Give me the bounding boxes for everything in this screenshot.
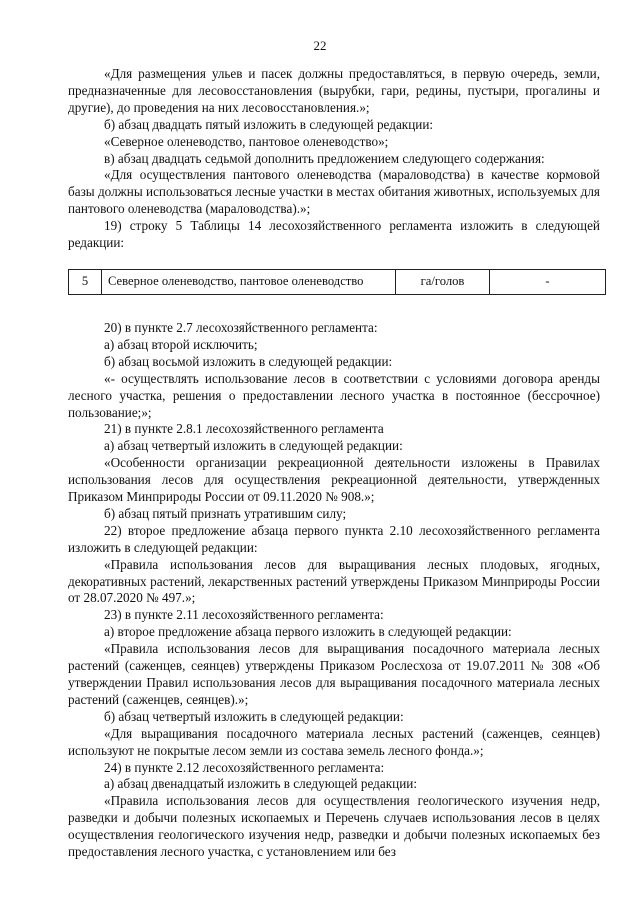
paragraph: «Для осуществления пантового оленеводства (мараловодства) в качестве кормовой базы должны использоваться лесные участки в местах обитания животных, используемых для пантового оленеводства (мараловодства).»;	[68, 167, 600, 217]
paragraph: а) абзац двенадцатый изложить в следующей редакции:	[104, 776, 417, 792]
paragraph: б) абзац двадцать пятый изложить в следующей редакции:	[104, 116, 434, 132]
paragraph: б) абзац четвертый изложить в следующей редакции:	[104, 708, 404, 724]
table-cell-unit: га/голов	[396, 269, 490, 294]
table-cell-name: Северное оленеводство, пантовое оленеводство	[102, 269, 396, 294]
paragraph: б) абзац пятый признать утратившим силу;	[104, 505, 347, 521]
paragraph: а) абзац второй исключить;	[104, 336, 258, 352]
paragraph: 24) в пункте 2.12 лесохозяйственного регламента:	[104, 759, 385, 775]
paragraph: «- осуществлять использование лесов в соответствии с условиями договора аренды лесного участка, решения о предоставлении лесного участка в постоянное (бессрочное) пользование;»;	[68, 370, 600, 420]
paragraph: «Для выращивания посадочного материала лесных растений (саженцев, сеянцев) используют не покрытые лесом земли из состава земель лесного фонда.»;	[68, 725, 600, 758]
paragraph: 20) в пункте 2.7 лесохозяйственного регламента:	[104, 319, 378, 335]
paragraph: «Для размещения ульев и пасек должны предоставляться, в первую очередь, земли, предназначенные для лесовосстановления (вырубки, гари, редины, пустыри, прогалины и другие), до проведения на них лесовосстановления.»;	[68, 66, 600, 115]
paragraph: 23) в пункте 2.11 лесохозяйственного регламента:	[104, 607, 384, 623]
paragraph-group-before-table	[68, 66, 600, 252]
regulation-table	[68, 269, 606, 295]
table-row	[69, 269, 606, 294]
paragraph: а) абзац четвертый изложить в следующей редакции:	[104, 438, 403, 454]
document-body	[68, 66, 600, 861]
paragraph: в) абзац двадцать седьмой дополнить предложением следующего содержания:	[104, 150, 545, 166]
table-cell-number: 5	[69, 269, 102, 294]
table-cell-value: -	[490, 269, 606, 294]
paragraph: «Северное оленеводство, пантовое оленеводство»;	[104, 133, 389, 149]
paragraph: а) второе предложение абзаца первого изложить в следующей редакции:	[104, 624, 512, 640]
paragraph: 22) второе предложение абзаца первого пункта 2.10 лесохозяйственного регламента изложить в следующей редакции:	[68, 522, 600, 555]
paragraph: «Правила использования лесов для выращивания лесных плодовых, ягодных, декоративных растений, лекарственных растений утверждены Приказом Минприроды России от 28.07.2020 № 497.»;	[68, 556, 600, 606]
paragraph: «Правила использования лесов для выращивания посадочного материала лесных растений (саженцев, сеянцев) утверждены Приказом Рослесхоза от 19.07.2011 № 308 «Об утверждении Правил использования лесов для выращивания посадочного материала лесных растений (саженцев, сеянцев).»;	[68, 641, 600, 707]
paragraph: б) абзац восьмой изложить в следующей редакции:	[104, 353, 393, 369]
paragraph: 21) в пункте 2.8.1 лесохозяйственного регламента	[104, 421, 384, 437]
page-number: 22	[313, 38, 327, 53]
paragraph-group-after-table	[68, 320, 600, 861]
paragraph: «Особенности организации рекреационной деятельности изложены в Правилах использования лесов для осуществления рекреационной деятельности, утвержденных Приказом Минприроды России от 09.11.2020 № 908.»;	[68, 455, 600, 505]
paragraph: 19) строку 5 Таблицы 14 лесохозяйственного регламента изложить в следующей редакции:	[68, 218, 600, 251]
paragraph: «Правила использования лесов для осуществления геологического изучения недр, разведки и добычи полезных ископаемых и Перечень случаев использования лесов в целях осуществления геологического изучения недр, разведки и добычи полезных ископаемых без предоставления лесного участка, с установлением или без	[68, 793, 600, 860]
